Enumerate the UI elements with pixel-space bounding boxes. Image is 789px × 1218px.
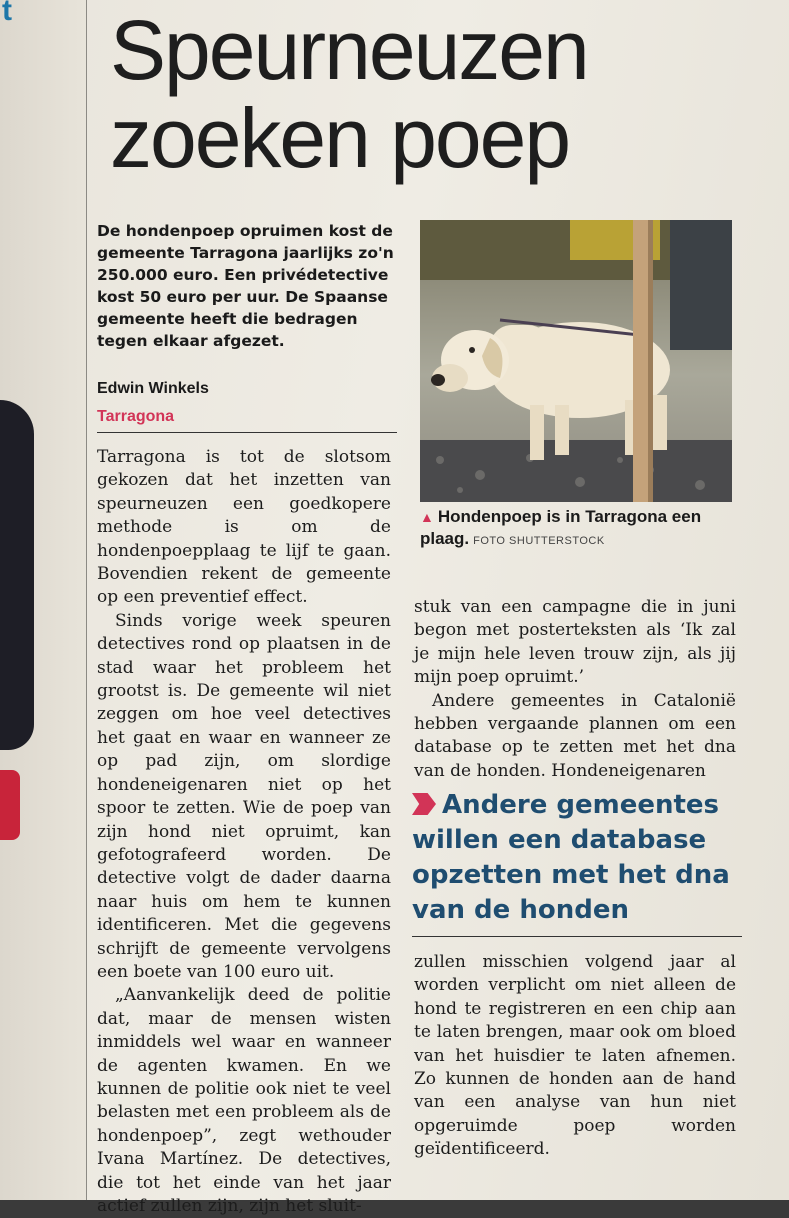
photo-credit: FOTO SHUTTERSTOCK (473, 535, 605, 547)
article-column-left (97, 446, 391, 1218)
pull-quote (412, 788, 742, 937)
article-column-right-bottom (414, 951, 736, 1162)
article-paragraph: zullen misschien volgend jaar al worden verplicht om niet alleen de hond te registreren en een chip aan te laten brengen, maar ook om bloed van het huisdier te laten afnemen. Zo kunnen de honden aan de hand van een analyse van hun niet opgeruimde poep worden geïdentificeerd. (414, 952, 736, 1160)
caption-text: Hondenpoep is in Tarragona een plaag. (420, 507, 702, 548)
adjacent-page-strip (0, 0, 87, 1200)
photo-caption (420, 506, 740, 552)
adjacent-page-text-fragment: t (2, 0, 12, 27)
article-paragraph: Tarragona is tot de slotsom gekozen dat het inzetten van speurneuzen een goedkopere methode is om de hondenpoepplaag te lijf te gaan. Bovendien rekent de gemeente op een preventief effect. (97, 447, 391, 608)
intro-lede: De hondenpoep opruimen kost de gemeente Tarragona jaarlijks zo'n 250.000 euro. Een privédetective kost 50 euro per uur. De Spaanse gemeente heeft die bedragen tegen elkaar afgezet. (97, 222, 394, 350)
article-paragraph: stuk van een campagne die in juni begon met posterteksten als ‘Ik zal je mijn hele leven trouw zijn, als jij mijn poep opruimt.’ (414, 597, 736, 688)
author-name: Edwin Winkels (97, 380, 209, 397)
triangle-marker-icon: ▲ (420, 509, 434, 525)
dateline: Tarragona (97, 408, 397, 433)
pull-quote-text: Andere gemeentes willen een database opzetten met het dna van de honden (412, 790, 730, 925)
article-paragraph: „Aanvankelijk deed de politie dat, maar de mensen wisten inmiddels wel waar en wanneer de agenten kwamen. En we kunnen de politie ook niet te veel belasten met een probleem als de hondenpoep”, zegt wethouder Ivana Martínez. De detectives, die tot het einde van het jaar actief zullen zijn, zijn het sluit- (97, 985, 391, 1216)
byline (97, 380, 397, 398)
headline: Speurneuzen zoeken poep (110, 3, 588, 185)
adjacent-page-red-block (0, 770, 20, 840)
dog-photo-illustration (420, 220, 732, 502)
adjacent-page-photo (0, 400, 34, 750)
article-column-right-top (414, 596, 736, 783)
arrow-marker-icon (412, 793, 436, 815)
article-paragraph: Andere gemeentes in Catalonië hebben vergaande plannen om een database op te zetten met het dna van de honden. Hondeneigenaren (414, 690, 736, 781)
dog-photo (420, 220, 732, 502)
article-paragraph: Sinds vorige week speuren detectives rond op plaatsen in de stad waar het probleem het grootst is. De gemeente wil niet zeggen om hoe veel detectives het gaat en waar en wanneer ze op pad zijn, om slordige hondeneigenaren niet op het spoor te zetten. Wie de poep van zijn hond niet opruimt, kan gefotografeerd worden. De detective volgt de dader daarna naar huis om hem te kunnen identificeren. Met die gegevens schrijft de gemeente vervolgens een boete van 100 euro uit. (97, 610, 391, 982)
